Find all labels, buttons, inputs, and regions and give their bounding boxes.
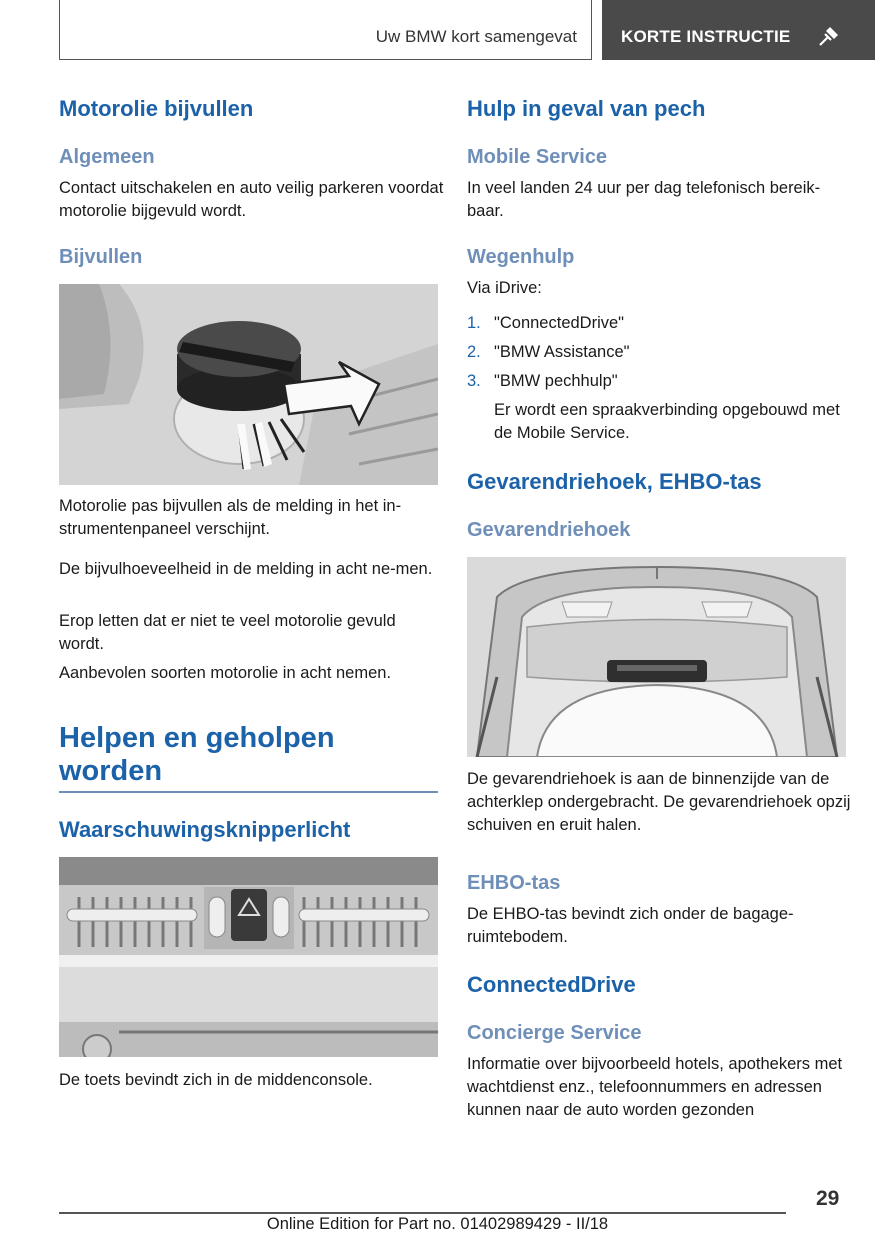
wegenhulp-steps <box>467 309 630 396</box>
list-item: 2. "BMW Assistance" <box>467 343 630 361</box>
header-section-box <box>59 0 592 60</box>
heading-concierge-service: Concierge Service <box>467 1022 642 1044</box>
paragraph-algemeen: Contact uitschakelen en auto veilig parkeren voordat motorolie bijgevuld wordt. <box>59 179 444 220</box>
header-chapter-tab[interactable] <box>602 0 875 60</box>
header-tab-label: KORTE INSTRUCTIE <box>621 27 791 46</box>
paragraph-concierge-service: Informatie over bijvoorbeeld hotels, apothekers met wachtdienst enz., telefoonnummers en adressen kunnen naar de auto worden gezonden <box>467 1055 843 1119</box>
footer-divider <box>59 1212 786 1214</box>
bookmark-arrow-icon <box>816 25 840 49</box>
paragraph-ehbo-tas: De EHBO-tas bevindt zich onder de bagage-ruimtebodem. <box>467 905 794 946</box>
list-item: 3. "BMW pechhulp" <box>467 372 618 390</box>
header-section-title: Uw BMW kort samengevat <box>375 27 577 46</box>
heading-mobile-service: Mobile Service <box>467 146 608 168</box>
paragraph-bijvullen-3: Erop letten dat er niet te veel motorolie gevuld wordt. <box>59 612 396 653</box>
paragraph-waarschuwingsknipperlicht: De toets bevindt zich in de middenconsole. <box>59 1071 373 1089</box>
heading-motorolie-bijvullen: Motorolie bijvullen <box>59 96 254 121</box>
heading-hulp-bij-pech: Hulp in geval van pech <box>467 96 706 121</box>
hazard-button-figure <box>59 857 438 1057</box>
paragraph-bijvullen-1: Motorolie pas bijvullen als de melding in het in-strumentenpaneel verschijnt. <box>59 497 402 538</box>
paragraph-wegenhulp: Via iDrive: <box>467 279 542 297</box>
step-note: Er wordt een spraakverbinding opgebouwd met de Mobile Service. <box>494 401 840 442</box>
footer-edition: Online Edition for Part no. 01402989429 - II/18 <box>266 1215 609 1233</box>
list-item: 1. "ConnectedDrive" <box>467 314 625 332</box>
paragraph-bijvullen-4: Aanbevolen soorten motorolie in acht nemen. <box>59 664 392 682</box>
paragraph-bijvullen-2: De bijvulhoeveelheid in de melding in acht ne-men. <box>59 560 433 578</box>
paragraph-gevarendriehoek: De gevarendriehoek is aan de binnenzijde van de achterklep ondergebracht. De gevarendriehoek opzij schuiven en eruit halen. <box>467 770 851 834</box>
heading-wegenhulp: Wegenhulp <box>467 246 575 268</box>
section-divider <box>59 791 438 793</box>
heading-helpen-en-geholpen-worden: Helpen en geholpen worden <box>59 722 335 787</box>
page-number: 29 <box>816 1187 840 1210</box>
heading-bijvullen: Bijvullen <box>59 246 143 268</box>
paragraph-mobile-service: In veel landen 24 uur per dag telefonisch bereik-baar. <box>467 179 821 220</box>
heading-gevarendriehoek: Gevarendriehoek <box>467 519 631 541</box>
heading-gevarendriehoek-ehbo-tas: Gevarendriehoek, EHBO-tas <box>467 469 762 494</box>
heading-waarschuwingsknipperlicht: Waarschuwingsknipperlicht <box>59 817 351 842</box>
tailgate-figure <box>467 557 846 757</box>
heading-ehbo-tas: EHBO-tas <box>467 872 561 894</box>
heading-algemeen: Algemeen <box>59 146 155 168</box>
heading-connecteddrive: ConnectedDrive <box>467 972 636 997</box>
oil-filler-cap-figure <box>59 284 438 485</box>
